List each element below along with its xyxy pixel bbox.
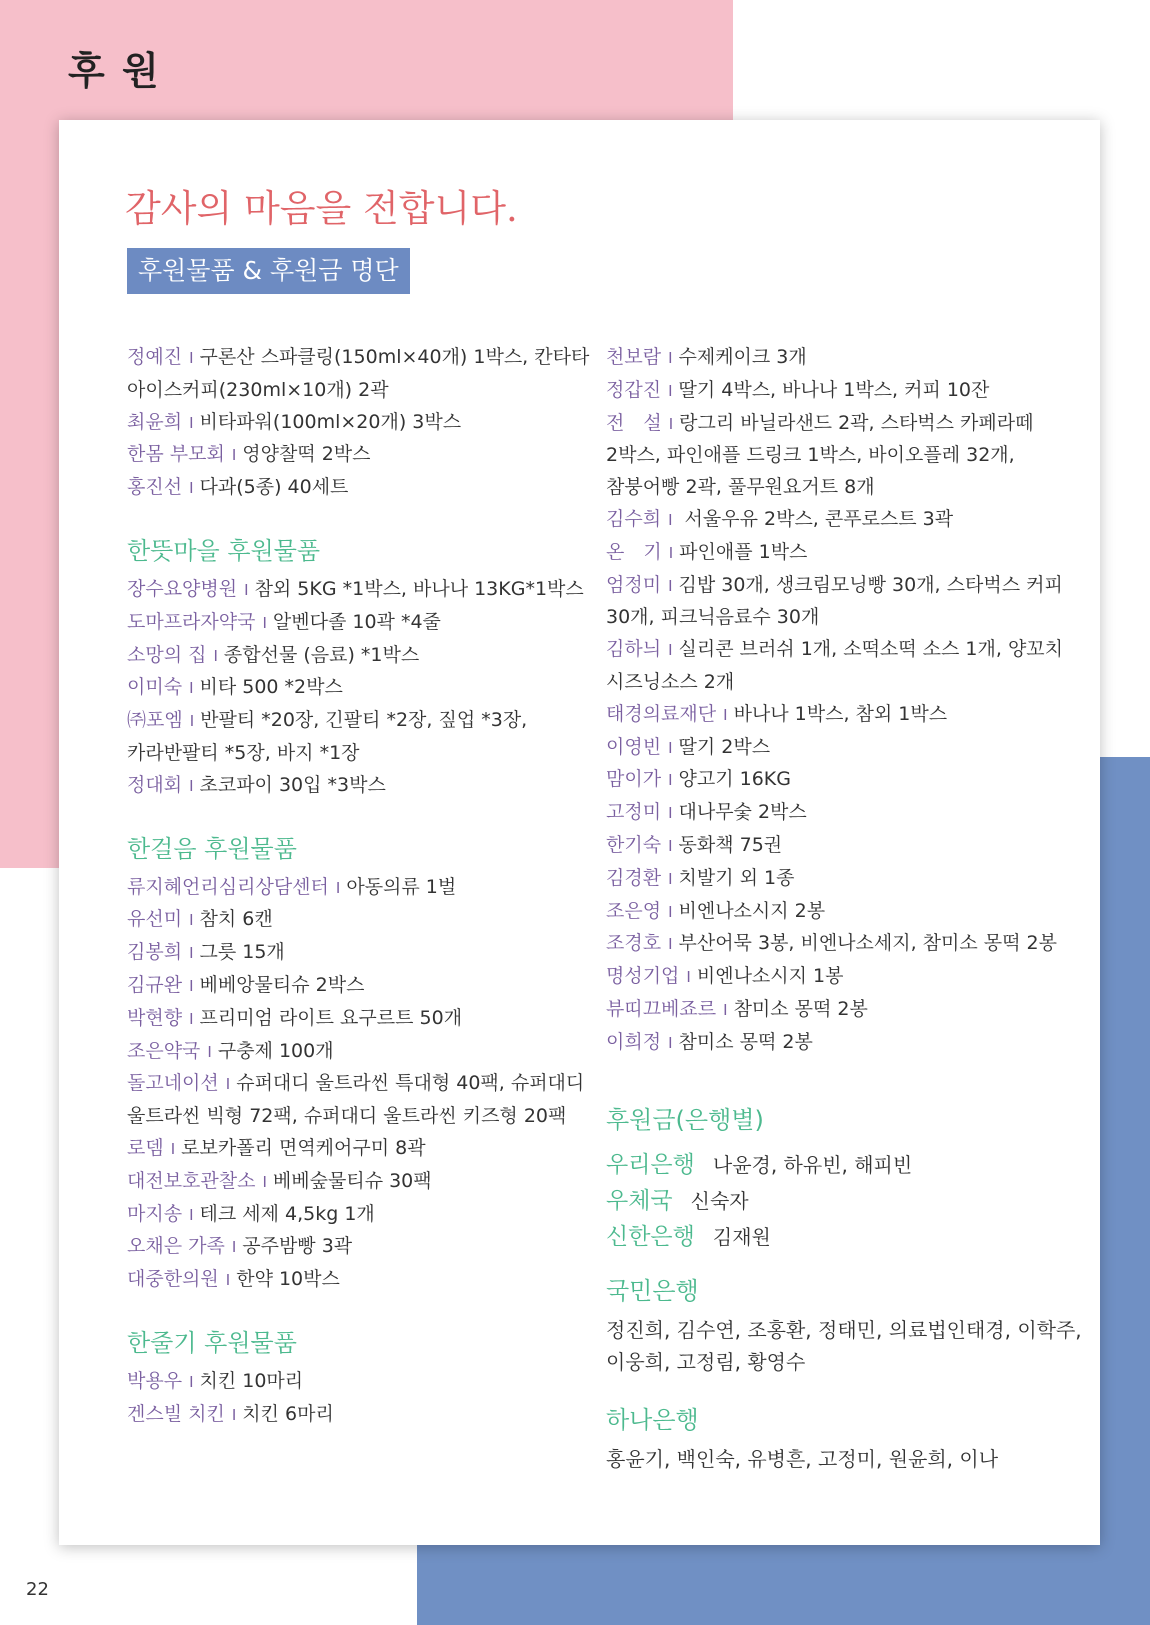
separator: I — [668, 641, 673, 660]
separator: I — [262, 613, 267, 632]
donor-name: 조은영 — [606, 899, 662, 922]
donor-name: 이영빈 — [606, 735, 662, 758]
separator: I — [723, 705, 728, 724]
separator: I — [189, 911, 194, 930]
donor-name: 로뎀 — [127, 1136, 164, 1159]
bank-donors: 나윤경, 하유빈, 해피빈 — [712, 1152, 913, 1177]
donor-entry — [127, 472, 615, 505]
separator: I — [189, 1372, 194, 1391]
donor-items: 반팔티 *20장, 긴팔티 *2장, 짚업 *3장, 카라반팔티 *5장, 바지 *1장 — [127, 709, 528, 764]
donor-items: 참미소 몽떡 2봉 — [678, 1030, 813, 1053]
section-title-hangeoreum: 한걸음 후원물품 — [127, 834, 297, 863]
separator: I — [668, 869, 673, 888]
donor-entry — [606, 863, 1092, 896]
donor-items: 부산어묵 3봉, 비엔나소세지, 참미소 몽떡 2봉 — [678, 932, 1057, 955]
separator: I — [244, 580, 249, 599]
donor-entry — [127, 607, 615, 640]
donor-items: 비엔나소시지 2봉 — [678, 899, 826, 922]
donor-entry — [127, 1366, 615, 1399]
donor-name: 이미숙 — [127, 676, 183, 699]
donor-items: 수제케이크 3개 — [678, 346, 807, 368]
donor-entry — [127, 904, 615, 937]
donor-items: 테크 세제 4,5kg 1개 — [199, 1202, 375, 1225]
hanjulgi-donor-list — [127, 1366, 615, 1432]
general-donor-list — [127, 342, 615, 505]
content-card — [59, 120, 1100, 1545]
donor-name: ㈜포엠 — [127, 709, 183, 732]
donor-items: 알벤다졸 10곽 *4줄 — [272, 610, 441, 633]
donor-entry — [127, 770, 615, 803]
separator: I — [668, 836, 673, 855]
separator: I — [668, 935, 673, 954]
donor-items: 양고기 16KG — [678, 768, 791, 791]
donor-name: 정예진 — [127, 346, 183, 368]
donor-name: 명성기업 — [606, 965, 680, 988]
donor-name: 엄정미 — [606, 573, 662, 596]
separator: I — [231, 446, 237, 465]
bank-name: 우리은행 — [606, 1151, 695, 1178]
hana-donors: 홍윤기, 백인숙, 유병흔, 고정미, 원윤희, 이나 — [606, 1446, 999, 1471]
donor-items: 파인애플 1박스 — [679, 540, 808, 563]
separator: I — [170, 1139, 176, 1158]
bank-donors: 김재원 — [712, 1224, 771, 1249]
donor-name: 박용우 — [127, 1369, 183, 1392]
separator: I — [723, 1000, 728, 1019]
separator: I — [225, 1271, 231, 1290]
donor-name: 도마프라자약국 — [127, 610, 256, 633]
donor-entry — [127, 705, 615, 770]
donor-entry — [606, 928, 1092, 961]
separator: I — [207, 1042, 212, 1061]
donor-name: 장수요양병원 — [127, 577, 238, 600]
donor-items: 그릇 15개 — [199, 941, 285, 964]
donor-entry — [606, 896, 1092, 929]
donor-entry — [606, 1027, 1092, 1060]
bank-title-kookmin: 국민은행 — [606, 1276, 699, 1305]
donor-name: 전 설 — [606, 411, 662, 434]
donor-items: 참치 6캔 — [199, 908, 273, 931]
donor-name: 조은약국 — [127, 1039, 201, 1062]
donor-items: 비엔나소시지 1봉 — [696, 965, 844, 988]
right-donor-list — [606, 342, 1092, 1060]
donor-entry — [606, 375, 1092, 408]
hangeoreum-donor-list — [127, 872, 615, 1297]
donor-entry — [127, 1199, 615, 1232]
separator: I — [668, 804, 673, 823]
donor-name: 홍진선 — [127, 476, 183, 499]
bank-row — [606, 1219, 1092, 1255]
donor-name: 한몸 부모회 — [127, 443, 225, 466]
donor-items: 프리미엄 라이트 요구르트 50개 — [199, 1006, 463, 1029]
donor-name: 고정미 — [606, 801, 662, 824]
donor-items: 딸기 4박스, 바나나 1박스, 커피 10잔 — [678, 378, 990, 401]
separator: I — [189, 976, 194, 995]
separator: I — [189, 1009, 194, 1028]
donor-name: 천보람 — [606, 346, 662, 368]
separator: I — [262, 1172, 267, 1191]
donor-entry — [127, 970, 615, 1003]
separator: I — [189, 712, 195, 731]
donor-entry — [127, 1231, 615, 1264]
donor-items: 한약 10박스 — [236, 1268, 340, 1291]
donor-name: 온 기 — [606, 540, 662, 563]
separator: I — [668, 381, 673, 400]
donor-entry — [127, 1166, 615, 1199]
donor-entry — [127, 640, 615, 673]
donor-entry — [127, 672, 615, 705]
separator: I — [213, 646, 218, 665]
page-header: 후 원 — [68, 49, 161, 93]
donor-items: 다과(5종) 40세트 — [199, 476, 349, 499]
separator: I — [668, 902, 673, 921]
donor-entry — [606, 797, 1092, 830]
donor-name: 김규완 — [127, 973, 183, 996]
donor-entry — [127, 1133, 615, 1166]
donor-items: 구론산 스파클링(150ml×40개) 1박스, 칸타타 아이스커피(230ml×10개) 2곽 — [127, 346, 590, 401]
donor-entry — [606, 994, 1092, 1027]
donor-entry — [127, 872, 615, 905]
donor-items: 김밥 30개, 생크림모닝빵 30개, 스타벅스 커피 30개, 피크닉음료수 30개 — [606, 573, 1063, 629]
separator: I — [225, 1075, 231, 1094]
separator: I — [668, 1033, 673, 1052]
donor-entry — [127, 1036, 615, 1069]
separator: I — [231, 1238, 237, 1257]
thanks-headline: 감사의 마음을 전합니다. — [125, 187, 518, 230]
donor-name: 김봉희 — [127, 941, 183, 964]
donor-name: 김수희 — [606, 507, 662, 530]
donor-entry — [127, 439, 615, 472]
donor-name: 돌고네이션 — [127, 1072, 219, 1095]
section-title-donations: 후원금(은행별) — [606, 1105, 764, 1134]
left-column — [127, 342, 615, 1432]
separator: I — [335, 878, 341, 897]
separator: I — [189, 349, 194, 367]
donor-name: 소망의 집 — [127, 643, 207, 666]
donor-entry — [606, 764, 1092, 797]
donor-items: 참외 5KG *1박스, 바나나 13KG*1박스 — [254, 577, 584, 600]
donor-name: 마지송 — [127, 1202, 183, 1225]
donor-items: 비타 500 *2박스 — [199, 676, 343, 699]
donor-entry — [127, 1068, 615, 1133]
donor-name: 대전보호관찰소 — [127, 1169, 256, 1192]
separator: I — [668, 738, 673, 757]
bank-row — [606, 1147, 1092, 1183]
donor-name: 태경의료재단 — [606, 702, 717, 725]
donor-entry — [606, 699, 1092, 732]
bank-name: 우체국 — [606, 1187, 673, 1214]
donor-entry — [127, 1264, 615, 1297]
donor-items: 랑그리 바닐라샌드 2곽, 스타벅스 카페라떼 2박스, 파인애플 드링크 1박스, 바이오플레 32개, 참붕어빵 2곽, 풀무원요거트 8개 — [606, 411, 1034, 499]
donor-entry — [127, 1399, 615, 1432]
donor-name: 오채은 가족 — [127, 1235, 225, 1258]
donor-entry — [606, 504, 1092, 537]
donor-name: 박현향 — [127, 1006, 183, 1029]
donor-name: 이희정 — [606, 1030, 662, 1053]
handdeut-donor-list — [127, 574, 615, 803]
section-title-hanjulgi: 한줄기 후원물품 — [127, 1328, 297, 1357]
donor-name: 김경환 — [606, 866, 662, 889]
kookmin-donors: 정진희, 김수연, 조홍환, 정태민, 의료법인태경, 이학주, 이웅희, 고정림, 황영수 — [606, 1317, 1082, 1374]
donor-items: 치킨 6마리 — [242, 1402, 334, 1425]
donor-items: 초코파이 30입 *3박스 — [199, 773, 386, 796]
donor-entry — [606, 634, 1092, 699]
separator: I — [189, 479, 194, 498]
donor-list-title: 후원물품 & 후원금 명단 — [127, 248, 410, 294]
separator: I — [668, 349, 673, 367]
bank-row — [606, 1183, 1092, 1219]
separator: I — [189, 944, 194, 963]
donor-items: 종합선물 (음료) *1박스 — [223, 643, 420, 666]
donor-name: 맘이가 — [606, 768, 662, 791]
separator: I — [189, 679, 194, 698]
donor-items: 동화책 75권 — [678, 833, 783, 856]
donor-items: 치킨 10마리 — [199, 1369, 304, 1392]
donor-items: 슈퍼대디 울트라씬 특대형 40팩, 슈퍼대디 울트라씬 빅형 72팩, 슈퍼대디 울트라씬 키즈형 20팩 — [127, 1072, 585, 1128]
donor-items: 바나나 1박스, 참외 1박스 — [733, 702, 948, 725]
donor-name: 정대회 — [127, 773, 183, 796]
donor-entry — [127, 342, 615, 407]
donor-items: 서울우유 2박스, 콘푸로스트 3곽 — [678, 507, 954, 530]
bank-donation-list — [606, 1147, 1092, 1255]
separator: I — [668, 510, 673, 529]
donor-name: 유선미 — [127, 908, 183, 931]
donor-items: 아동의류 1벌 — [346, 875, 457, 898]
donor-items: 치발기 외 1종 — [678, 866, 795, 889]
donor-items: 대나무숯 2박스 — [678, 801, 807, 824]
page-number: 22 — [26, 1579, 49, 1600]
donor-items: 공주밤빵 3곽 — [242, 1235, 353, 1258]
donor-name: 정갑진 — [606, 378, 662, 401]
donor-items: 비타파워(100ml×20개) 3박스 — [199, 410, 462, 433]
separator: I — [189, 413, 194, 432]
section-title-handdeut: 한뜻마을 후원물품 — [127, 536, 321, 565]
donor-items: 딸기 2박스 — [678, 735, 771, 758]
separator: I — [668, 576, 673, 595]
donor-entry — [606, 537, 1092, 570]
donor-name: 뷰띠끄베죠르 — [606, 997, 717, 1020]
donor-items: 영양찰떡 2박스 — [242, 443, 371, 466]
donor-entry — [606, 570, 1092, 635]
bank-title-hana: 하나은행 — [606, 1405, 699, 1434]
donor-items: 로보카폴리 면역케어구미 8곽 — [181, 1136, 426, 1159]
donor-name: 최윤희 — [127, 410, 183, 433]
donor-entry — [606, 732, 1092, 765]
donor-name: 류지혜언리심리상담센터 — [127, 875, 329, 898]
donor-entry — [127, 407, 615, 440]
bank-donors: 신숙자 — [690, 1188, 749, 1213]
donor-items: 실리콘 브러쉬 1개, 소떡소떡 소스 1개, 양꼬치 시즈닝소스 2개 — [606, 638, 1064, 693]
donor-entry — [606, 408, 1092, 504]
separator: I — [668, 771, 673, 790]
donor-name: 김하늬 — [606, 638, 662, 661]
donor-items: 참미소 몽떡 2봉 — [733, 997, 868, 1020]
separator: I — [189, 776, 194, 795]
bank-name: 신한은행 — [606, 1223, 695, 1250]
donor-entry — [606, 342, 1092, 375]
donor-entry — [606, 961, 1092, 994]
separator: I — [686, 968, 691, 987]
donor-entry — [606, 830, 1092, 863]
donor-name: 조경호 — [606, 932, 662, 955]
donor-items: 베베숲물티슈 30팩 — [272, 1169, 432, 1192]
separator: I — [231, 1405, 237, 1424]
separator: I — [668, 543, 674, 562]
donor-entry — [127, 937, 615, 970]
right-column — [606, 342, 1092, 1475]
donor-items: 구충제 100개 — [217, 1039, 334, 1062]
donor-name: 한기숙 — [606, 833, 662, 856]
separator: I — [189, 1205, 194, 1224]
separator: I — [668, 414, 674, 433]
donor-entry — [127, 1003, 615, 1036]
donor-name: 대중한의원 — [127, 1268, 219, 1291]
donor-entry — [127, 574, 615, 607]
donor-name: 겐스빌 치킨 — [127, 1402, 225, 1425]
donor-items: 베베앙물티슈 2박스 — [199, 973, 365, 996]
